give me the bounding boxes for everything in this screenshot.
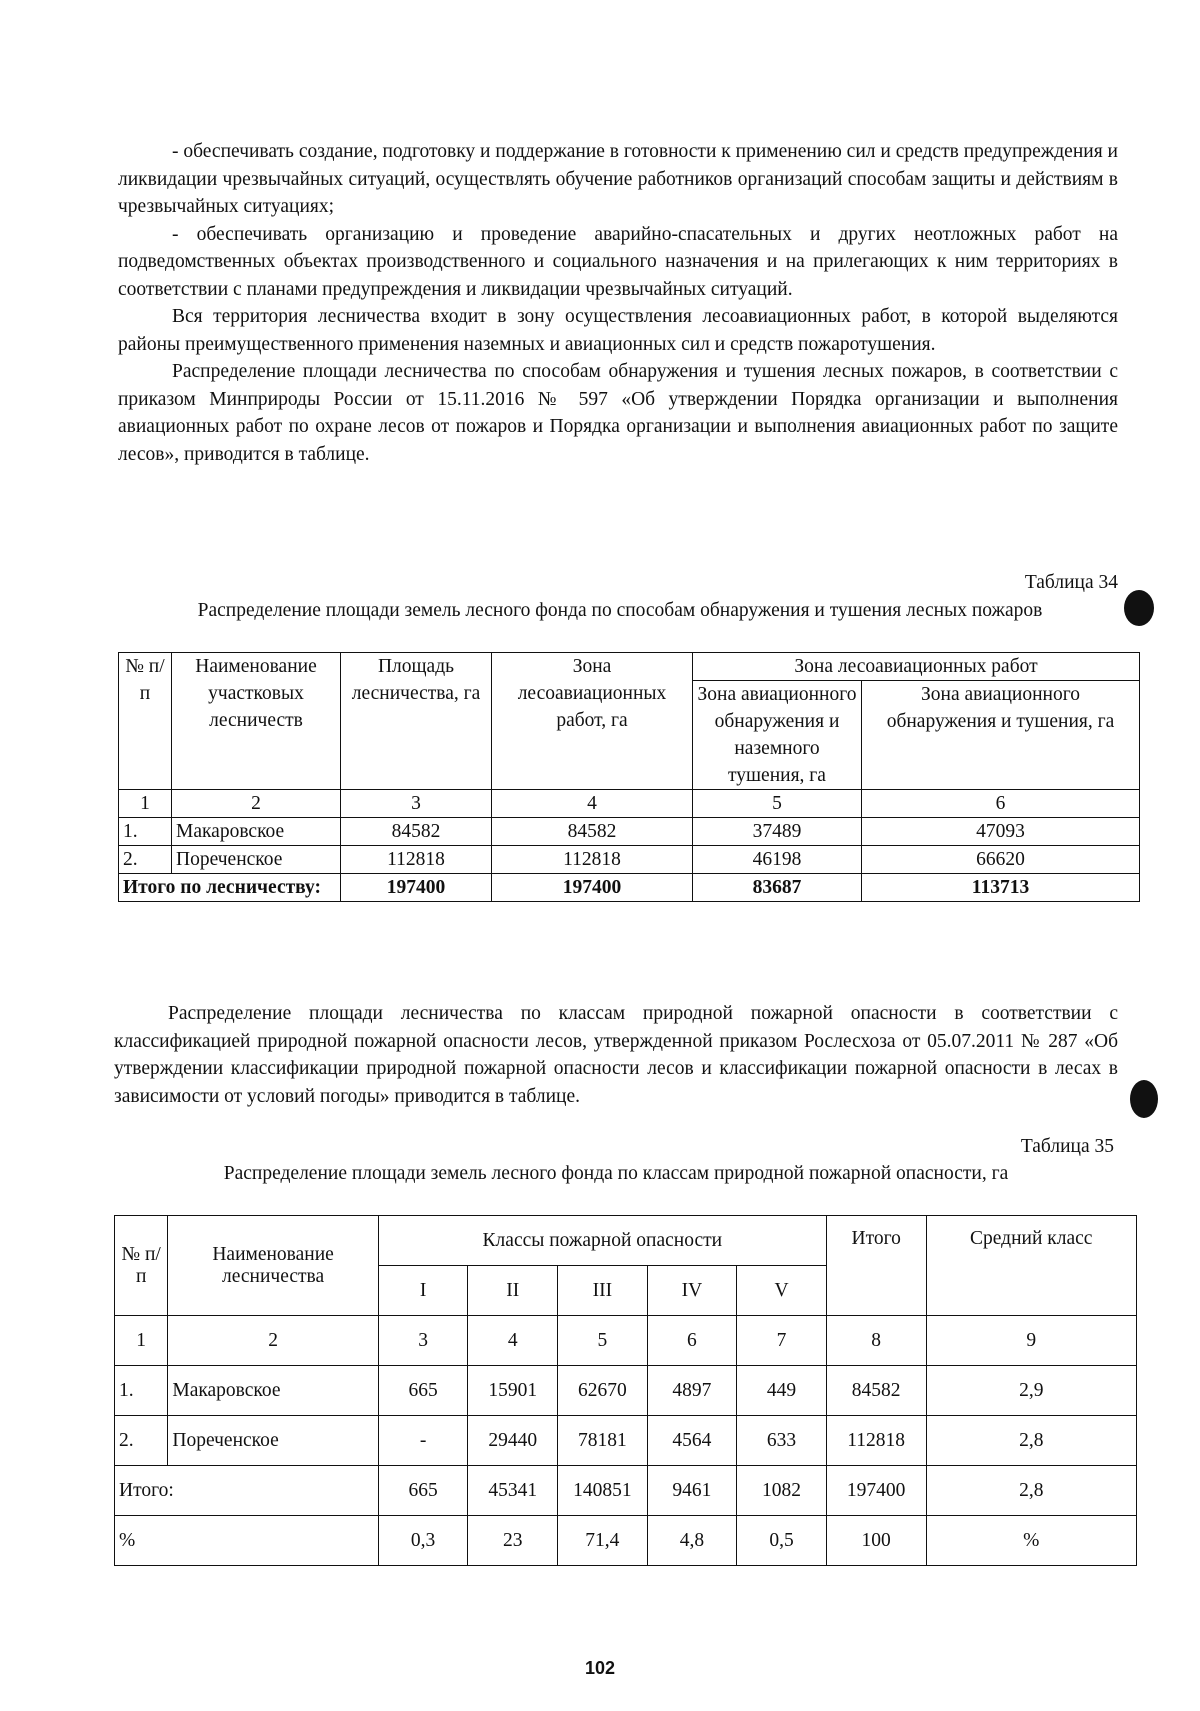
table-cell: Итого по лесничеству: [119, 874, 341, 902]
table-cell: 112818 [826, 1416, 926, 1466]
paragraph: Вся территория лесничества входит в зону осуществления лесоавиационных работ, в которой выделяются районы преимущественного применения наземных и авиационных сил и средств пожаротушения. [118, 306, 1118, 355]
text-block-middle [114, 1000, 1118, 1110]
table-cell: 71,4 [558, 1516, 648, 1566]
table-cell: 37489 [693, 818, 862, 846]
table-cell: % [926, 1516, 1136, 1566]
table-cell: 3 [378, 1316, 468, 1366]
table-cell: 197400 [826, 1466, 926, 1516]
table-header: Зона лесоавиационных работ, га [492, 653, 693, 790]
paragraph: Распределение площади лесничества по классам природной пожарной опасности в соответствии с классификацией природной пожарной опасности лесов, утвержденной приказом Рослесхоза от 05.07.2011 № 287 «Об утверждении классификации природной пожарной опасности лесов и классификации пожарной опасности в лесах в зависимости от условий погоды» приводится в таблице. [114, 1003, 1118, 1107]
table-header: Средний класс [926, 1216, 1136, 1316]
table-cell: 1082 [737, 1466, 827, 1516]
table-row [119, 846, 1140, 874]
table-total-row [119, 874, 1140, 902]
table-cell: 140851 [558, 1466, 648, 1516]
table-header: V [737, 1266, 827, 1316]
table-cell: 29440 [468, 1416, 558, 1466]
table-cell: 2. [115, 1416, 168, 1466]
table-total-row [115, 1466, 1137, 1516]
table-cell: 665 [378, 1366, 468, 1416]
table-cell: Макаровское [168, 1366, 378, 1416]
table-cell: 633 [737, 1416, 827, 1466]
table-cell: 66620 [862, 846, 1140, 874]
table-cell: 0,5 [737, 1516, 827, 1566]
table-cell: 45341 [468, 1466, 558, 1516]
table-header: III [558, 1266, 648, 1316]
table-cell: Итого: [115, 1466, 379, 1516]
table-header: IV [647, 1266, 737, 1316]
table-cell: 62670 [558, 1366, 648, 1416]
table-cell: 112818 [341, 846, 492, 874]
table-cell: 46198 [693, 846, 862, 874]
table-cell: 78181 [558, 1416, 648, 1466]
table-cell: Пореченское [168, 1416, 378, 1466]
ink-blot [1130, 1080, 1158, 1118]
table34-label: Таблица 34 [1024, 572, 1118, 593]
table-header: № п/п [119, 653, 172, 790]
table-cell: 15901 [468, 1366, 558, 1416]
table-header: Зона лесоавиационных работ [693, 653, 1140, 681]
table-row [115, 1316, 1137, 1366]
text-block-top [118, 138, 1118, 468]
table-cell: 4,8 [647, 1516, 737, 1566]
table-cell: 23 [468, 1516, 558, 1566]
table-cell: 6 [862, 790, 1140, 818]
table-cell: 2,8 [926, 1416, 1136, 1466]
table-header: Зона авиационного обнаружения и наземного тушения, га [693, 681, 862, 790]
paragraph: Распределение площади лесничества по способам обнаружения и тушения лесных пожаров, в соответствии с приказом Минприроды России от 15.11.2016 № 597 «Об утверждении Порядка организации и выполнения авиационных работ по охране лесов от пожаров и Порядка организации и выполнения авиационных работ по защите лесов», приводится в таблице. [118, 361, 1118, 465]
table-cell: 4 [492, 790, 693, 818]
page-number: 102 [584, 1658, 616, 1678]
table-cell: 2,8 [926, 1466, 1136, 1516]
table-cell: 9 [926, 1316, 1136, 1366]
table-header: II [468, 1266, 558, 1316]
table-cell: 4 [468, 1316, 558, 1366]
paragraph: - обеспечивать создание, подготовку и поддержание в готовности к применению сил и средств предупреждения и ликвидации чрезвычайных ситуаций, осуществлять обучение работников организаций способам защиты и действиям в чрезвычайных ситуациях; [118, 141, 1118, 217]
table-cell: Пореченское [172, 846, 341, 874]
table35-title: Распределение площади земель лесного фонда по классам природной пожарной опасности, га [223, 1163, 1009, 1184]
table-cell: 84582 [341, 818, 492, 846]
table-cell: 0,3 [378, 1516, 468, 1566]
table-row [119, 818, 1140, 846]
table-cell: 112818 [492, 846, 693, 874]
table-header: Наименование участковых лесничеств [172, 653, 341, 790]
table-cell: 4897 [647, 1366, 737, 1416]
table-cell: 9461 [647, 1466, 737, 1516]
table-cell: 83687 [693, 874, 862, 902]
table-cell: 6 [647, 1316, 737, 1366]
table-cell: 5 [558, 1316, 648, 1366]
table-cell: 5 [693, 790, 862, 818]
table-row [119, 790, 1140, 818]
table-cell: 2 [172, 790, 341, 818]
table-row [115, 1416, 1137, 1466]
table-percent-row [115, 1516, 1137, 1566]
table-cell: % [115, 1516, 379, 1566]
table-header: I [378, 1266, 468, 1316]
table-header: Классы пожарной опасности [378, 1216, 826, 1266]
table34 [118, 652, 1140, 902]
table-cell: 100 [826, 1516, 926, 1566]
table-cell: 1. [119, 818, 172, 846]
table-cell: - [378, 1416, 468, 1466]
table-cell: 84582 [826, 1366, 926, 1416]
table-header: № п/п [115, 1216, 168, 1316]
table-cell: 197400 [492, 874, 693, 902]
table-cell: 2 [168, 1316, 378, 1366]
table-cell: 449 [737, 1366, 827, 1416]
table-cell: 4564 [647, 1416, 737, 1466]
table34-title: Распределение площади земель лесного фонда по способам обнаружения и тушения лесных пожаров [197, 600, 1043, 621]
table-cell: 3 [341, 790, 492, 818]
ink-blot [1124, 590, 1154, 626]
table-header: Итого [826, 1216, 926, 1316]
table-header: Зона авиационного обнаружения и тушения, га [862, 681, 1140, 790]
table-cell: 197400 [341, 874, 492, 902]
table-cell: 1 [115, 1316, 168, 1366]
table-row [115, 1366, 1137, 1416]
table-cell: Макаровское [172, 818, 341, 846]
paragraph: - обеспечивать организацию и проведение аварийно-спасательных и других неотложных работ на подведомственных объектах производственного и социального назначения и на прилегающих к ним территориях в соответствии с планами предупреждения и ликвидации чрезвычайных ситуаций. [118, 223, 1118, 300]
table-cell: 2,9 [926, 1366, 1136, 1416]
table-header: Площадь лесничества, га [341, 653, 492, 790]
table-cell: 1 [119, 790, 172, 818]
table-cell: 47093 [862, 818, 1140, 846]
table-cell: 1. [115, 1366, 168, 1416]
table-cell: 113713 [862, 874, 1140, 902]
table-cell: 84582 [492, 818, 693, 846]
table-cell: 8 [826, 1316, 926, 1366]
table-header: Наименование лесничества [168, 1216, 378, 1316]
table-cell: 7 [737, 1316, 827, 1366]
table-cell: 665 [378, 1466, 468, 1516]
table-cell: 2. [119, 846, 172, 874]
table35 [114, 1215, 1137, 1566]
table35-label: Таблица 35 [1020, 1136, 1114, 1157]
